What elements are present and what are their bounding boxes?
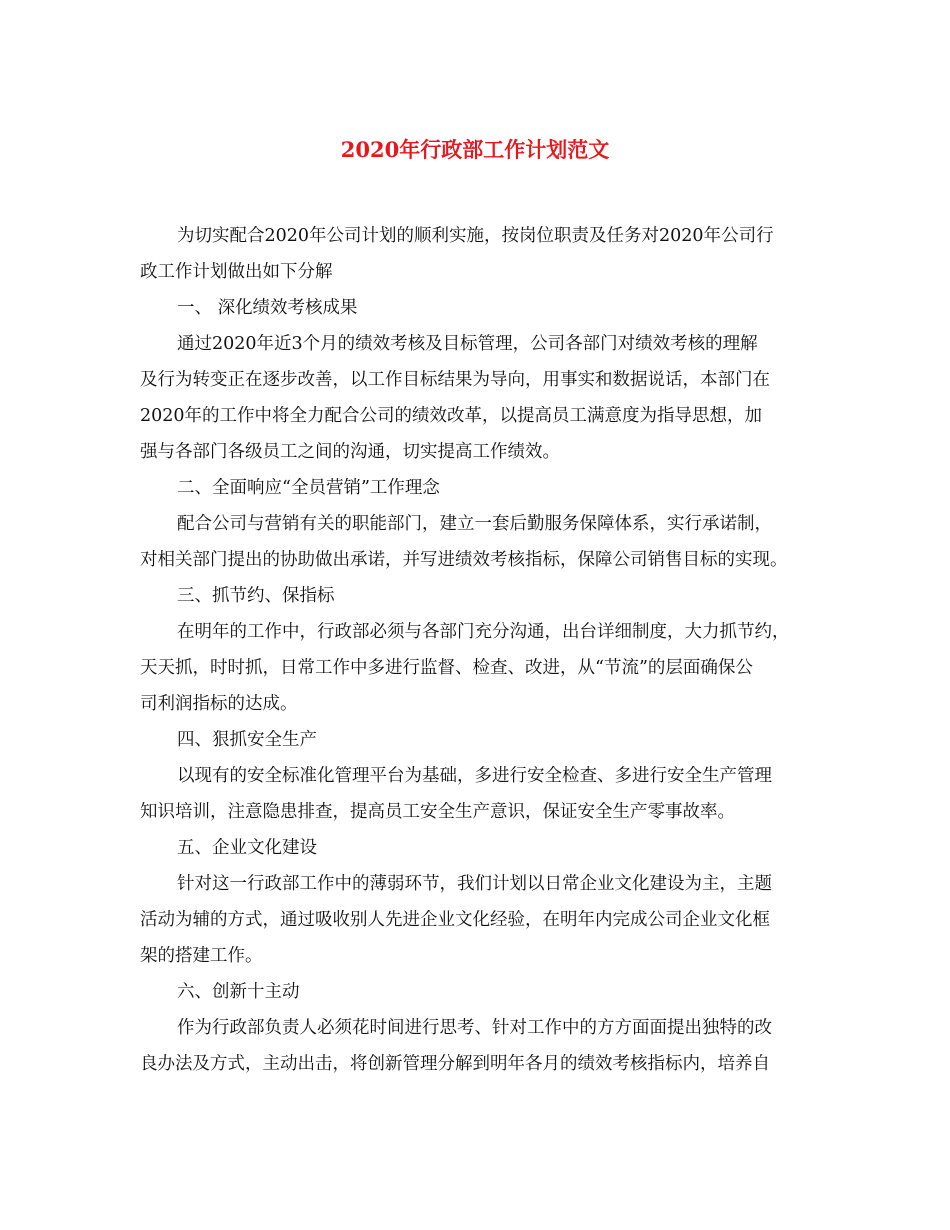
paragraph-line: 对相关部门提出的协助做出承诺，并写进绩效考核指标，保障公司销售目标的实现。 — [140, 550, 788, 570]
paragraph-line: 司利润指标的达成。 — [140, 694, 298, 714]
paragraph-line: 在明年的工作中，行政部必须与各部门充分沟通，出台详细制度，大力抓节约， — [177, 622, 790, 642]
section-heading: 五、企业文化建设 — [177, 838, 317, 858]
paragraph-line: 通过2020年近3个月的绩效考核及目标管理，公司各部门对绩效考核的理解 — [177, 334, 758, 354]
paragraph-line: 强与各部门各级员工之间的沟通，切实提高工作绩效。 — [140, 442, 560, 462]
paragraph-line: 针对这一行政部工作中的薄弱环节，我们计划以日常企业文化建设为主，主题 — [177, 874, 772, 894]
paragraph-line: 2020年的工作中将全力配合公司的绩效改革，以提高员工满意度为指导思想，加 — [140, 406, 763, 426]
section-heading: 四、狠抓安全生产 — [177, 730, 317, 750]
paragraph-line: 政工作计划做出如下分解 — [140, 262, 333, 282]
section-heading: 二、全面响应“全员营销”工作理念 — [177, 478, 440, 498]
section-heading: 六、创新十主动 — [177, 982, 300, 1002]
paragraph-line: 以现有的安全标准化管理平台为基础，多进行安全检查、多进行安全生产管理 — [177, 766, 772, 786]
paragraph-line: 及行为转变正在逐步改善，以工作目标结果为导向，用事实和数据说话，本部门在 — [140, 370, 770, 390]
paragraph-line: 作为行政部负责人必须花时间进行思考、针对工作中的方方面面提出独特的改 — [177, 1018, 772, 1038]
document-title: 2020年行政部工作计划范文 — [340, 137, 610, 162]
section-heading: 一、 深化绩效考核成果 — [177, 298, 358, 318]
paragraph-line: 良办法及方式，主动出击，将创新管理分解到明年各月的绩效考核指标内，培养自 — [140, 1054, 770, 1074]
paragraph-line: 为切实配合2020年公司计划的顺利实施，按岗位职责及任务对2020年公司行 — [177, 226, 774, 246]
section-heading: 三、抓节约、保指标 — [177, 586, 335, 606]
paragraph-line: 知识培训，注意隐患排查，提高员工安全生产意识，保证安全生产零事故率。 — [140, 802, 735, 822]
paragraph-line: 架的搭建工作。 — [140, 946, 263, 966]
paragraph-line: 配合公司与营销有关的职能部门，建立一套后勤服务保障体系，实行承诺制， — [177, 514, 772, 534]
paragraph-line: 天天抓，时时抓，日常工作中多进行监督、检查、改进，从“节流”的层面确保公 — [140, 658, 753, 678]
paragraph-line: 活动为辅的方式，通过吸收别人先进企业文化经验，在明年内完成公司企业文化框 — [140, 910, 770, 930]
